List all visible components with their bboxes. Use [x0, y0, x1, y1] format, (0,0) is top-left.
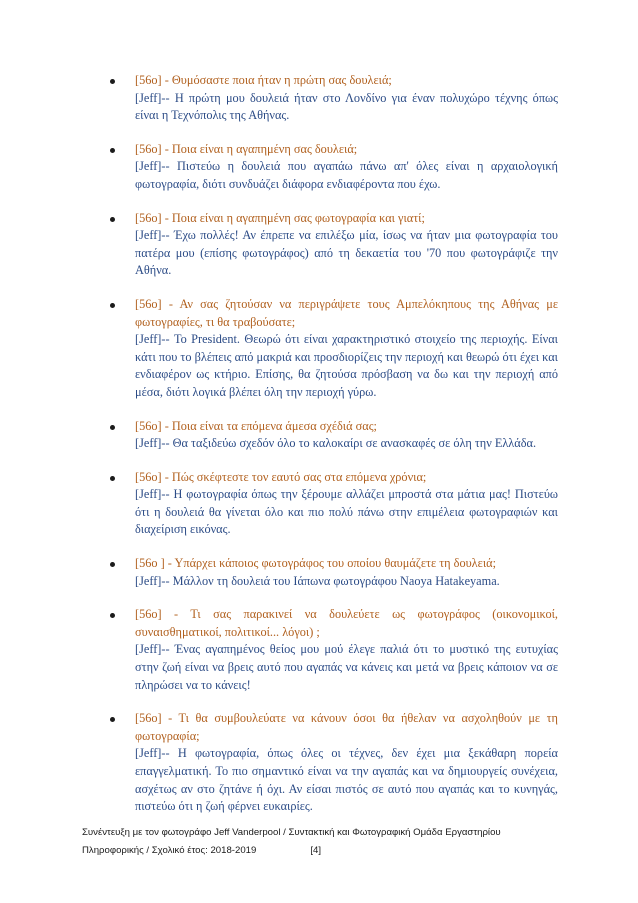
bullet-icon: [110, 476, 115, 481]
footer-line-1: Συνέντευξη με τον φωτογράφο Jeff Vanderpool / Συντακτική και Φωτογραφική Ομάδα Εργαστηρίου: [82, 827, 501, 838]
question-text: [56ο ] - Υπάρχει κάποιος φωτογράφος του οποίου θαυμάζετε τη δουλειά;: [135, 556, 496, 571]
qa-item-8: [110, 606, 558, 694]
page-number: [4]: [310, 845, 321, 856]
qa-item-6: [110, 469, 558, 539]
footer-line-2: [82, 842, 572, 860]
answer-text: [Jeff]-- Πιστεύω η δουλειά που αγαπάω πάνω απ' όλες είναι η αρχαιολογική φωτογραφία, διότι συνδυάζει διάφορα ενδιαφέροντα που έχω.: [135, 159, 558, 191]
footer-line-2-text: Πληροφορικής / Σχολικό έτος: 2018-2019: [82, 845, 257, 856]
bullet-icon: [110, 425, 115, 430]
question-text: [56ο] - Τι θα συμβουλεύατε να κάνουν όσοι θα ήθελαν να ασχοληθούν με τη φωτογραφία;: [135, 711, 558, 743]
qa-item-5: [110, 418, 558, 453]
bullet-icon: [110, 217, 115, 222]
qa-item-4: [110, 296, 558, 402]
bullet-icon: [110, 148, 115, 153]
bullet-icon: [110, 303, 115, 308]
answer-text: [Jeff]-- Μάλλον τη δουλειά του Ιάπωνα φωτογράφου Naoya Hatakeyama.: [135, 573, 500, 588]
answer-text: [Jeff]-- Η φωτογραφία όπως την ξέρουμε αλλάζει μπροστά στα μάτια μας! Πιστεύω ότι η δουλειά θα γίνεται όλο και πιο πολύ πάνω στην επιμέλεια φωτογραφιών και διαχείριση εικόνας.: [135, 487, 558, 537]
answer-text: [Jeff]-- Θα ταξιδεύω σχεδόν όλο το καλοκαίρι σε ανασκαφές σε όλη την Ελλάδα.: [135, 436, 537, 451]
question-text: [56ο] - Αν σας ζητούσαν να περιγράψετε τους Αμπελόκηπους της Αθήνας με φωτογραφίες, τι θα τραβούσατε;: [135, 296, 558, 329]
answer-text: [Jeff]-- Η φωτογραφία, όπως όλες οι τέχνες, δεν έχει μια ξεκάθαρη πορεία επαγγελματική. Το πιο σημαντικό είναι να την αγαπάς και να δημιουργείς συνέχεια, ασχέτως αν στο ζητάνε ή όχι. Αν είσαι πιστός σε αυτό που αγαπάς και το κυνηγάς, πιστεύω ότι η ζωή φέρνει ευκαιρίες.: [135, 746, 558, 814]
answer-text: [Jeff]-- Ένας αγαπημένος θείος μου μού έλεγε παλιά ότι το μυστικό της ευτυχίας στην ζωή είναι να βρεις αυτό που αγαπάς να κάνεις και μετά να βρεις κάποιον να σε πληρώσει να το κάνεις!: [135, 642, 558, 692]
bullet-icon: [110, 79, 115, 84]
page-footer: [82, 824, 572, 860]
qa-item-2: [110, 141, 558, 194]
answer-text: [Jeff]-- Έχω πολλές! Αν έπρεπε να επιλέξω μία, ίσως να ήταν μια φωτογραφία του πατέρα μου (επίσης φωτογράφος) από τη δεκαετία του '70 που φωτογράφιζε την Αθήνα.: [135, 228, 558, 278]
question-text: [56ο] - Τι σας παρακινεί να δουλεύετε ως φωτογράφος (οικονομικοί, συναισθηματικοί, πολιτικοί... λόγοι) ;: [135, 607, 558, 639]
question-text: [56ο] - Ποια είναι η αγαπημένη σας δουλειά;: [135, 141, 358, 156]
qa-item-1: [110, 72, 558, 125]
bullet-icon: [110, 613, 115, 618]
bullet-icon: [110, 562, 115, 567]
question-text: [56ο] - Πώς σκέφτεστε τον εαυτό σας στα επόμενα χρόνια;: [135, 469, 427, 484]
answer-text: [Jeff]-- Το President. Θεωρώ ότι είναι χαρακτηριστικό στοιχείο της περιοχής. Είναι κάτι που το βλέπεις από μακριά και προσδιορίζεις την περιοχή και θεωρώ ότι έχει και ενδιαφέρον ως κτήριο. Επίσης, θα ζητούσα πρόσβαση να δω και την περιοχή από μέσα, διότι λογικά βλέπει όλη την περιοχή γύρω.: [135, 332, 558, 399]
question-text: [56ο] - Θυμόσαστε ποια ήταν η πρώτη σας δουλειά;: [135, 73, 392, 87]
qa-item-7: [110, 555, 558, 590]
interview-qa-list: [110, 72, 558, 832]
qa-item-3: [110, 210, 558, 280]
question-text: [56ο] - Ποια είναι τα επόμενα άμεσα σχέδιά σας;: [135, 418, 377, 433]
qa-item-9: [110, 710, 558, 816]
question-text: [56ο] - Ποια είναι η αγαπημένη σας φωτογραφία και γιατί;: [135, 210, 425, 225]
answer-text: [Jeff]-- Η πρώτη μου δουλειά ήταν στο Λονδίνο για έναν πολυχώρο τέχνης όπως είναι η Τεχνόπολις της Αθήνας.: [135, 90, 558, 123]
bullet-icon: [110, 717, 115, 722]
